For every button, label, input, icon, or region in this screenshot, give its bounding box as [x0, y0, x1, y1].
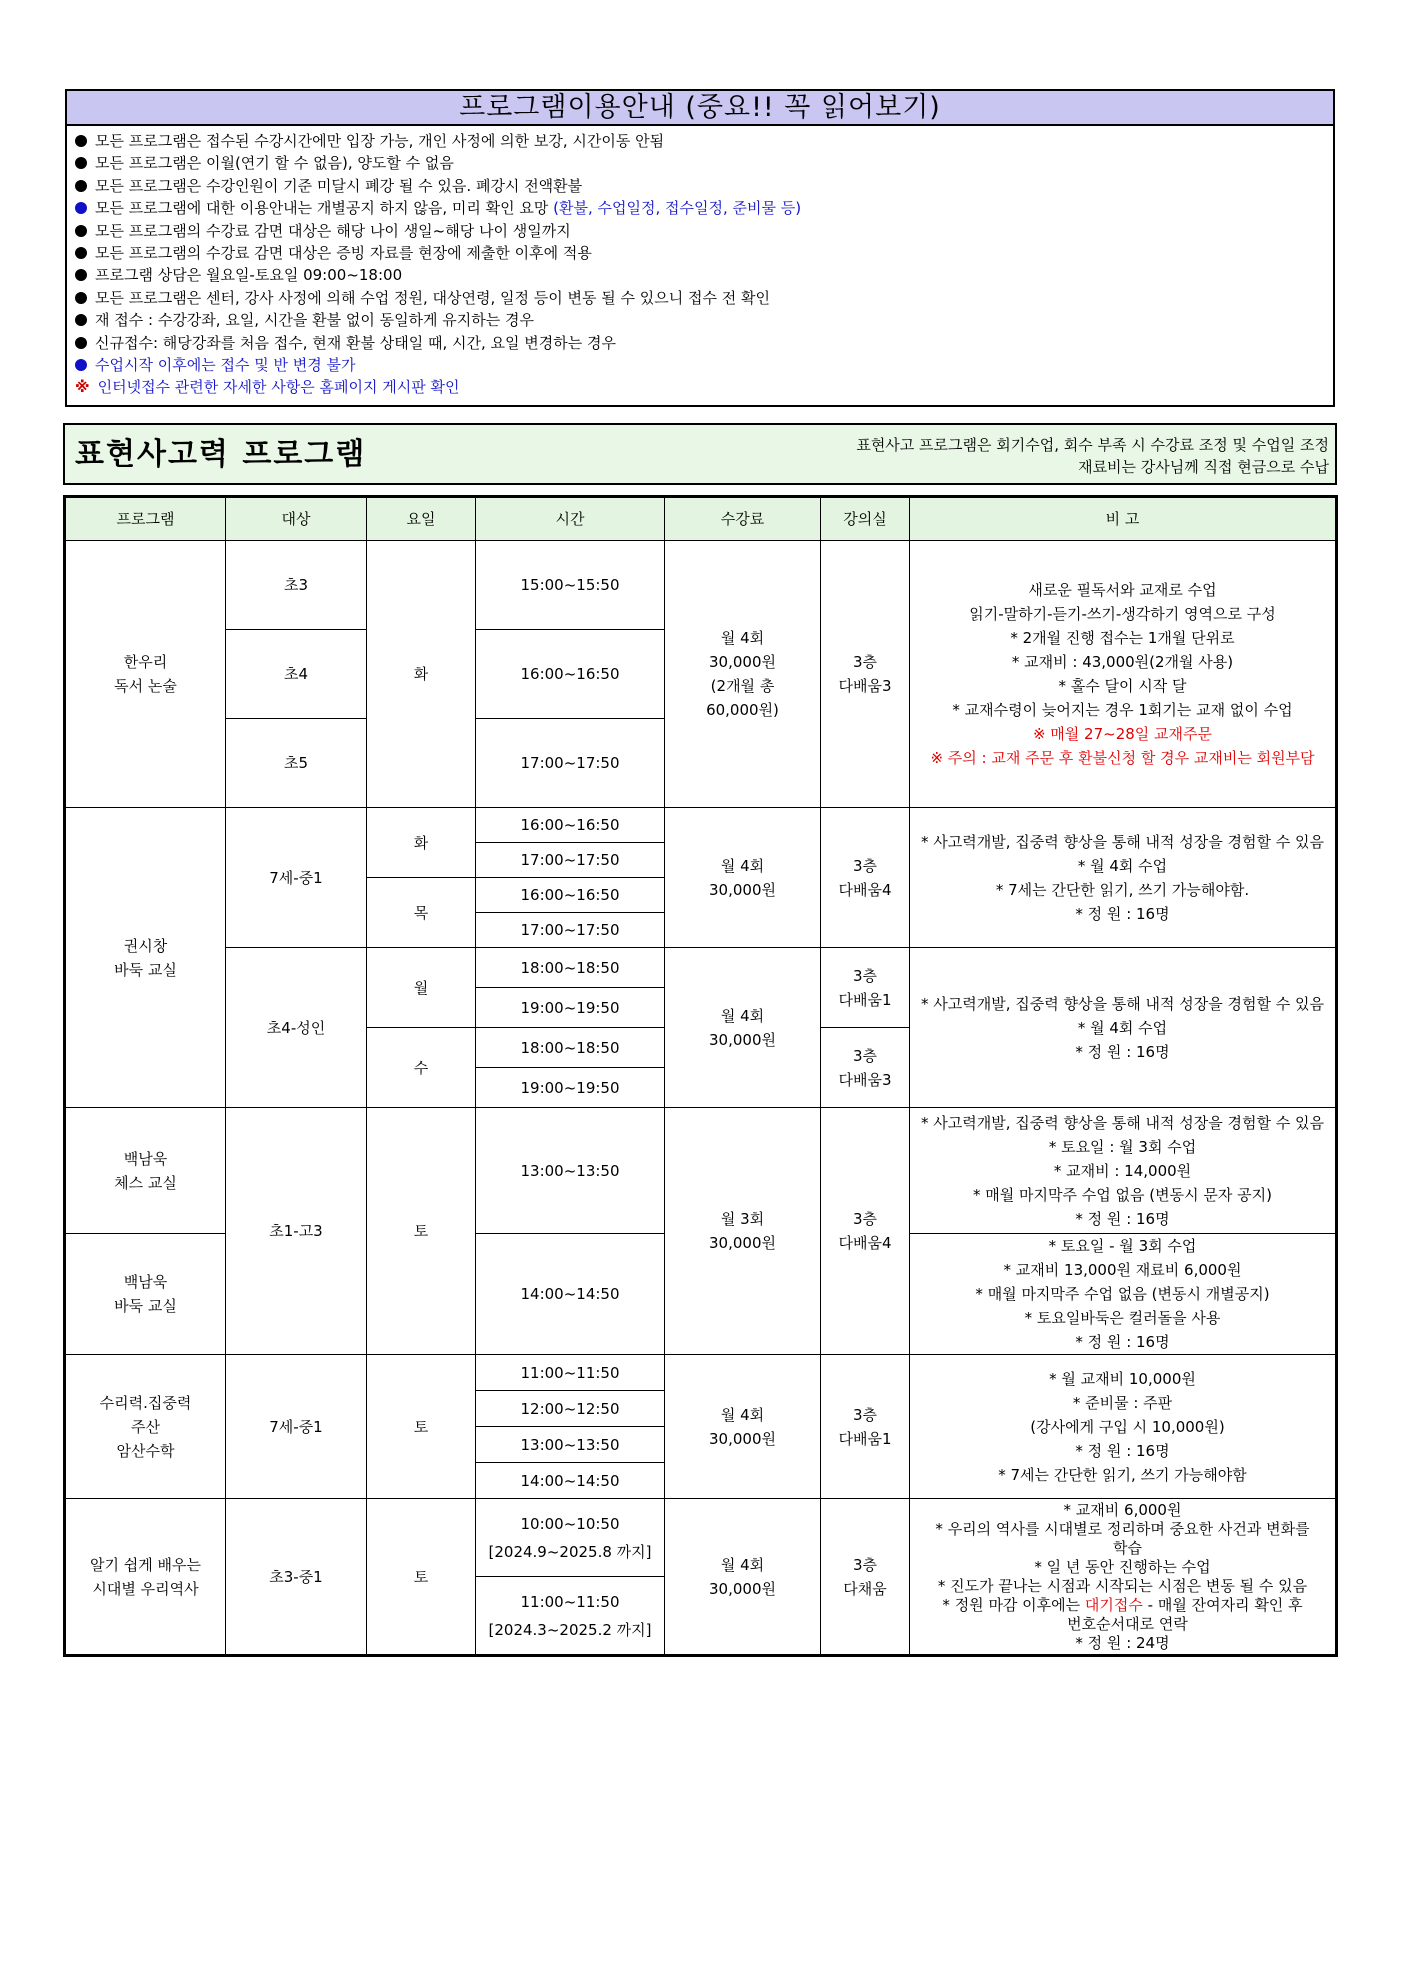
section-notes: 표현사고 프로그램은 회기수업, 회수 부족 시 수강료 조정 및 수업일 조정 재료비는 강사님께 직접 현금으로 수납 [856, 436, 1329, 476]
program-table [65, 497, 1336, 1655]
room-cell: 3층 다배움4 [821, 808, 910, 948]
time-cell: 18:00~18:50 [476, 1028, 665, 1068]
notice-item: 모든 프로그램은 센터, 강사 사정에 의해 수업 정원, 대상연령, 일정 등이 변동 될 수 있으니 접수 전 확인 [75, 287, 1333, 309]
notes-cell: * 월 교재비 10,000원 * 준비물 : 주판 (강사에게 구입 시 10,000원) * 정 원 : 16명 * 7세는 간단한 읽기, 쓰기 가능해야함 [910, 1355, 1336, 1499]
fee-cell: 월 4회 30,000원 [665, 1499, 821, 1655]
program-name: 권시창 바둑 교실 [66, 808, 226, 1108]
bullet-icon [75, 292, 87, 304]
notice-title: 프로그램이용안내 (중요!! 꼭 읽어보기) [67, 91, 1333, 126]
notice-list [67, 126, 1333, 399]
notes-cell: * 사고력개발, 집중력 향상을 통해 내적 성장을 경험할 수 있음 * 토요일 : 월 3회 수업 * 교재비 : 14,000원 * 매월 마지막주 수업 없음 (변동시 문자 공지) * 정 원 : 16명 [910, 1108, 1336, 1234]
table-row [66, 948, 1336, 988]
fee-cell: 월 4회 30,000원 [665, 808, 821, 948]
section-title: 표현사고력 프로그램 [75, 437, 367, 472]
fee-cell: 월 4회 30,000원 [665, 1355, 821, 1499]
header-time: 시간 [476, 498, 665, 541]
time-cell: 13:00~13:50 [476, 1427, 665, 1463]
header-program: 프로그램 [66, 498, 226, 541]
program-name: 백남욱 바둑 교실 [66, 1234, 226, 1355]
header-fee: 수강료 [665, 498, 821, 541]
time-cell: 16:00~16:50 [476, 808, 665, 843]
bullet-icon [75, 180, 87, 192]
time-cell: 18:00~18:50 [476, 948, 665, 988]
header-notes: 비 고 [910, 498, 1336, 541]
bullet-icon [75, 247, 87, 259]
target-cell: 초3-중1 [226, 1499, 367, 1655]
room-cell: 3층 다배움1 [821, 1355, 910, 1499]
notice-item: 모든 프로그램의 수강료 감면 대상은 해당 나이 생일~해당 나이 생일까지 [75, 220, 1333, 242]
time-cell: 16:00~16:50 [476, 878, 665, 913]
day-cell: 수 [367, 1028, 476, 1108]
table-row [66, 808, 1336, 843]
table-header-row [66, 498, 1336, 541]
program-name: 수리력.집중력 주산 암산수학 [66, 1355, 226, 1499]
notice-item: 재 접수 : 수강강좌, 요일, 시간을 환불 없이 동일하게 유지하는 경우 [75, 309, 1333, 331]
target-cell: 7세-중1 [226, 1355, 367, 1499]
time-cell: 13:00~13:50 [476, 1108, 665, 1234]
table-row [66, 1355, 1336, 1391]
notice-item: 모든 프로그램은 이월(연기 할 수 없음), 양도할 수 없음 [75, 152, 1333, 174]
fee-cell: 월 4회 30,000원 (2개월 총 60,000원) [665, 541, 821, 808]
homepage-reference: ※ 인터넷접수 관련한 자세한 사항은 홈페이지 게시판 확인 [75, 378, 460, 397]
reference-mark-icon: ※ [75, 378, 90, 397]
target-cell: 초1-고3 [226, 1108, 367, 1355]
bullet-icon [75, 202, 87, 214]
day-cell: 목 [367, 878, 476, 948]
target-cell: 7세-중1 [226, 808, 367, 948]
notes-cell: * 사고력개발, 집중력 향상을 통해 내적 성장을 경험할 수 있음 * 월 4회 수업 * 정 원 : 16명 [910, 948, 1336, 1108]
header-target: 대상 [226, 498, 367, 541]
time-cell: 17:00~17:50 [476, 913, 665, 948]
time-cell: 11:00~11:50 [476, 1355, 665, 1391]
day-cell: 화 [367, 808, 476, 878]
notice-item: 신규접수: 해당강좌를 처음 접수, 현재 환불 상태일 때, 시간, 요일 변경하는 경우 [75, 332, 1333, 354]
table-row [66, 541, 1336, 630]
notice-item: 프로그램 상담은 월요일-토요일 09:00~18:00 [75, 264, 1333, 286]
table-row [66, 1108, 1336, 1234]
bullet-icon [75, 314, 87, 326]
notice-item: 모든 프로그램은 접수된 수강시간에만 입장 가능, 개인 사정에 의한 보강, 시간이동 안됨 [75, 130, 1333, 152]
target-cell: 초4-성인 [226, 948, 367, 1108]
target-cell: 초4 [226, 630, 367, 719]
notice-box [65, 89, 1335, 407]
notice-item: 모든 프로그램에 대한 이용안내는 개별공지 하지 않음, 미리 확인 요망 (환불, 수업일정, 접수일정, 준비물 등) [75, 197, 1333, 219]
time-cell: 14:00~14:50 [476, 1463, 665, 1499]
target-cell: 초5 [226, 719, 367, 808]
notes-cell: * 교재비 6,000원 * 우리의 역사를 시대별로 정리하며 중요한 사건과 변화를 학습 * 일 년 동안 진행하는 수업 * 진도가 끝나는 시점과 시작되는 시점은 변동 될 수 있음 * 정원 마감 이후에는 대기접수 - 매월 잔여자리 확인 후 번호순서대로 연락 * 정 원 : 24명 [910, 1499, 1336, 1655]
day-cell: 화 [367, 541, 476, 808]
notes-cell: 새로운 필독서와 교재로 수업 읽기-말하기-듣기-쓰기-생각하기 영역으로 구성 * 2개월 진행 접수는 1개월 단위로 * 교재비 : 43,000원(2개월 사용) * 홀수 달이 시작 달 * 교재수령이 늦어지는 경우 1회기는 교재 없이 수업 ※ 매월 27~28일 교재주문 ※ 주의 : 교재 주문 후 환불신청 할 경우 교재비는 회원부담 [910, 541, 1336, 808]
notes-cell: * 사고력개발, 집중력 향상을 통해 내적 성장을 경험할 수 있음 * 월 4회 수업 * 7세는 간단한 읽기, 쓰기 가능해야함. * 정 원 : 16명 [910, 808, 1336, 948]
bullet-icon [75, 157, 87, 169]
day-cell: 토 [367, 1108, 476, 1355]
program-name: 백남욱 체스 교실 [66, 1108, 226, 1234]
time-cell: 19:00~19:50 [476, 1068, 665, 1108]
time-cell: 15:00~15:50 [476, 541, 665, 630]
program-name: 알기 쉽게 배우는 시대별 우리역사 [66, 1499, 226, 1655]
time-cell: 19:00~19:50 [476, 988, 665, 1028]
time-cell: 16:00~16:50 [476, 630, 665, 719]
room-cell: 3층 다배움4 [821, 1108, 910, 1355]
time-cell: 11:00~11:50 [2024.3~2025.2 까지] [476, 1577, 665, 1655]
notice-item: 수업시작 이후에는 접수 및 반 변경 불가 [75, 354, 1333, 376]
time-cell: 17:00~17:50 [476, 843, 665, 878]
bullet-icon [75, 225, 87, 237]
section-header [63, 423, 1337, 485]
room-cell: 3층 다배움1 [821, 948, 910, 1028]
time-cell: 17:00~17:50 [476, 719, 665, 808]
notice-item: 모든 프로그램은 수강인원이 기준 미달시 폐강 될 수 있음. 폐강시 전액환불 [75, 175, 1333, 197]
day-cell: 토 [367, 1499, 476, 1655]
program-name: 한우리 독서 논술 [66, 541, 226, 808]
room-cell: 3층 다배움3 [821, 541, 910, 808]
fee-cell: 월 3회 30,000원 [665, 1108, 821, 1355]
bullet-icon [75, 359, 87, 371]
header-room: 강의실 [821, 498, 910, 541]
time-cell: 10:00~10:50 [2024.9~2025.8 까지] [476, 1499, 665, 1577]
bullet-icon [75, 337, 87, 349]
time-cell: 12:00~12:50 [476, 1391, 665, 1427]
day-cell: 월 [367, 948, 476, 1028]
target-cell: 초3 [226, 541, 367, 630]
fee-cell: 월 4회 30,000원 [665, 948, 821, 1108]
table-row [66, 1499, 1336, 1577]
room-cell: 3층 다배움3 [821, 1028, 910, 1108]
notes-cell: * 토요일 - 월 3회 수업 * 교재비 13,000원 재료비 6,000원 * 매월 마지막주 수업 없음 (변동시 개별공지) * 토요일바둑은 컬러돌을 사용 * 정 원 : 16명 [910, 1234, 1336, 1355]
bullet-icon [75, 269, 87, 281]
time-cell: 14:00~14:50 [476, 1234, 665, 1355]
day-cell: 토 [367, 1355, 476, 1499]
notice-item: 모든 프로그램의 수강료 감면 대상은 증빙 자료를 현장에 제출한 이후에 적용 [75, 242, 1333, 264]
room-cell: 3층 다채움 [821, 1499, 910, 1655]
bullet-icon [75, 135, 87, 147]
header-day: 요일 [367, 498, 476, 541]
